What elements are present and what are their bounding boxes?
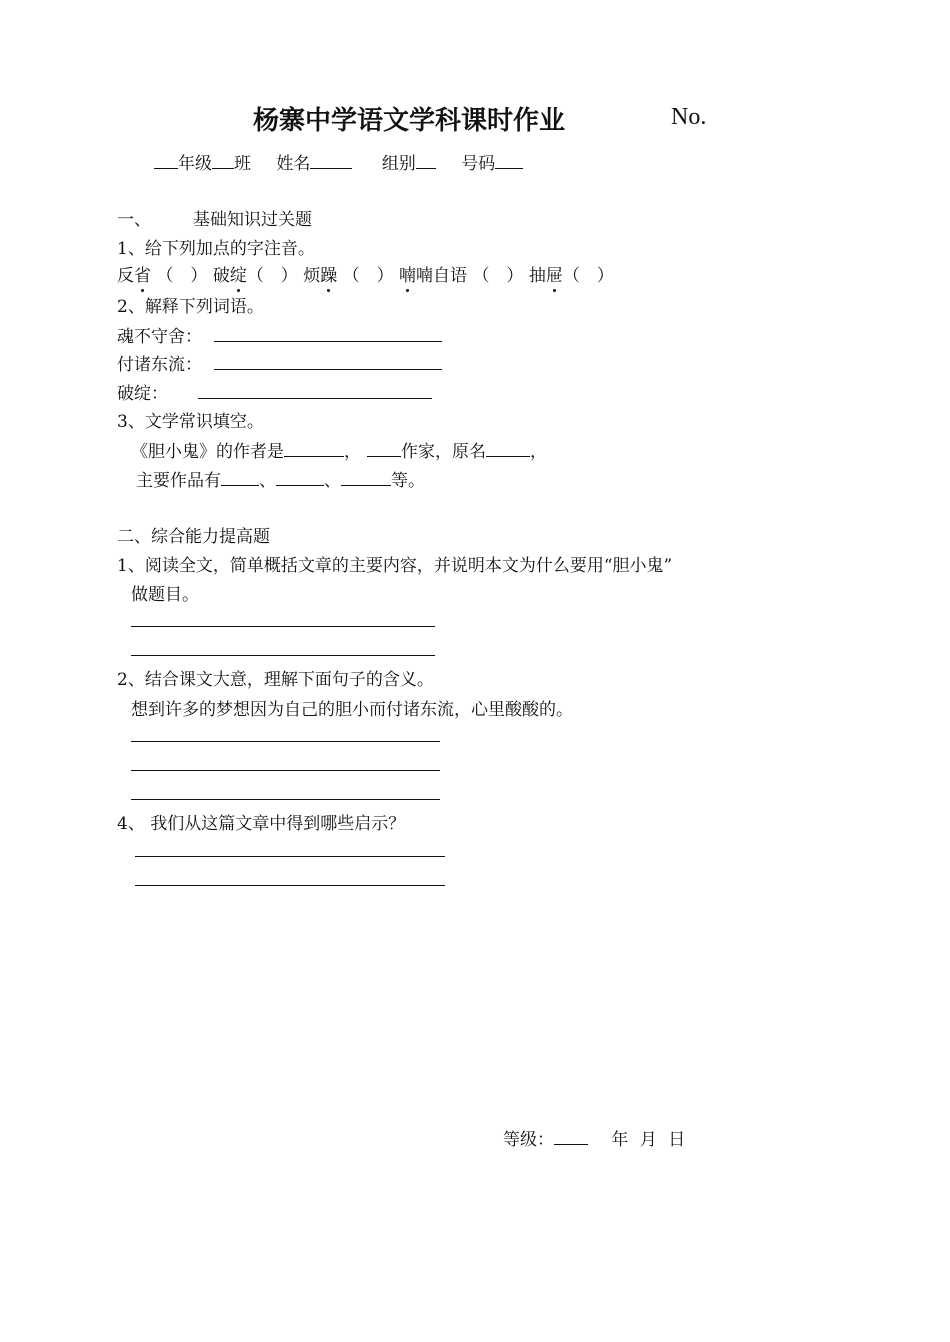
question-1-2: 2、解释下列词语。 <box>117 297 264 317</box>
question-2-1: 1、阅读全文，简单概括文章的主要内容，并说明本文为什么要用“胆小鬼” <box>117 556 673 576</box>
answer-line[interactable] <box>214 369 442 370</box>
class-blank[interactable] <box>212 153 234 169</box>
term-label: 破绽： <box>117 384 168 404</box>
answer-line[interactable] <box>131 655 435 656</box>
answer-line[interactable] <box>131 626 435 627</box>
section1-heading: 基础知识过关题 <box>193 210 312 230</box>
answer-line[interactable] <box>131 770 440 771</box>
month-label: 月 <box>639 1130 657 1150</box>
term-label: 魂不守舍： <box>117 327 202 347</box>
original-name-blank[interactable] <box>486 441 530 457</box>
question-2-4: 4、 我们从这篇文章中得到哪些启示？ <box>117 814 406 834</box>
answer-line[interactable] <box>214 341 442 342</box>
day-label: 日 <box>668 1130 686 1150</box>
question-2-2: 2、结合课文大意，理解下面句子的含义。 <box>117 670 434 690</box>
answer-line[interactable] <box>131 799 440 800</box>
works-blank[interactable] <box>341 470 391 486</box>
section2-heading: 二、综合能力提高题 <box>117 527 270 547</box>
pinyin-paren[interactable]: （ ） <box>156 266 208 286</box>
footer-grade-line <box>503 1125 685 1150</box>
answer-line[interactable] <box>131 741 440 742</box>
pinyin-paren[interactable]: （ ） <box>246 266 298 286</box>
student-info-line <box>154 149 523 174</box>
grade-footer-blank[interactable] <box>554 1129 588 1145</box>
pinyin-paren[interactable]: （ ） <box>342 266 394 286</box>
quoted-sentence: 想到许多的梦想因为自己的胆小而付诸东流，心里酸酸的。 <box>131 700 573 720</box>
section1-heading-num: 一、 <box>117 210 151 230</box>
pinyin-item: 反省 <box>117 266 151 286</box>
pinyin-item: 抽屉 <box>529 266 563 286</box>
pinyin-item: 烦躁 <box>303 266 337 286</box>
pinyin-paren[interactable]: （ ） <box>472 266 524 286</box>
works-blank[interactable] <box>276 470 324 486</box>
grade-blank[interactable] <box>154 153 178 169</box>
pinyin-row <box>117 261 614 286</box>
author-blank[interactable] <box>284 441 344 457</box>
works-blank[interactable] <box>221 470 259 486</box>
grade-label-footer: 等级： <box>503 1130 554 1150</box>
literature-fill-line-2: 主要作品有 、 、 等。 <box>136 471 425 491</box>
class-label: 班 <box>234 154 251 174</box>
page-title: 杨寨中学语文学科课时作业 <box>253 106 566 136</box>
name-label: 姓名 <box>276 154 311 174</box>
country-blank[interactable] <box>367 441 401 457</box>
answer-line[interactable] <box>135 885 445 886</box>
question-1-3: 3、文学常识填空。 <box>117 412 264 432</box>
grade-label: 年级 <box>178 154 212 174</box>
name-blank[interactable] <box>310 153 352 169</box>
pinyin-paren[interactable]: （ ） <box>562 266 614 286</box>
answer-line[interactable] <box>198 398 432 399</box>
pinyin-item: 喃喃自语 <box>399 266 467 286</box>
question-1-1: 1、给下列加点的字注音。 <box>117 239 315 259</box>
group-label: 组别 <box>381 154 416 174</box>
literature-fill-line-1: 《胆小鬼》的作者是 ， 作家，原名 ， <box>131 442 547 462</box>
answer-line[interactable] <box>135 856 445 857</box>
number-label: No. <box>671 104 707 130</box>
question-2-1-cont: 做题目。 <box>131 585 199 605</box>
year-label: 年 <box>611 1130 629 1150</box>
group-blank[interactable] <box>416 153 436 169</box>
number-field-label: 号码 <box>461 154 496 174</box>
term-label: 付诸东流： <box>117 355 202 375</box>
number-blank[interactable] <box>495 153 523 169</box>
pinyin-item: 破绽 <box>213 266 247 286</box>
